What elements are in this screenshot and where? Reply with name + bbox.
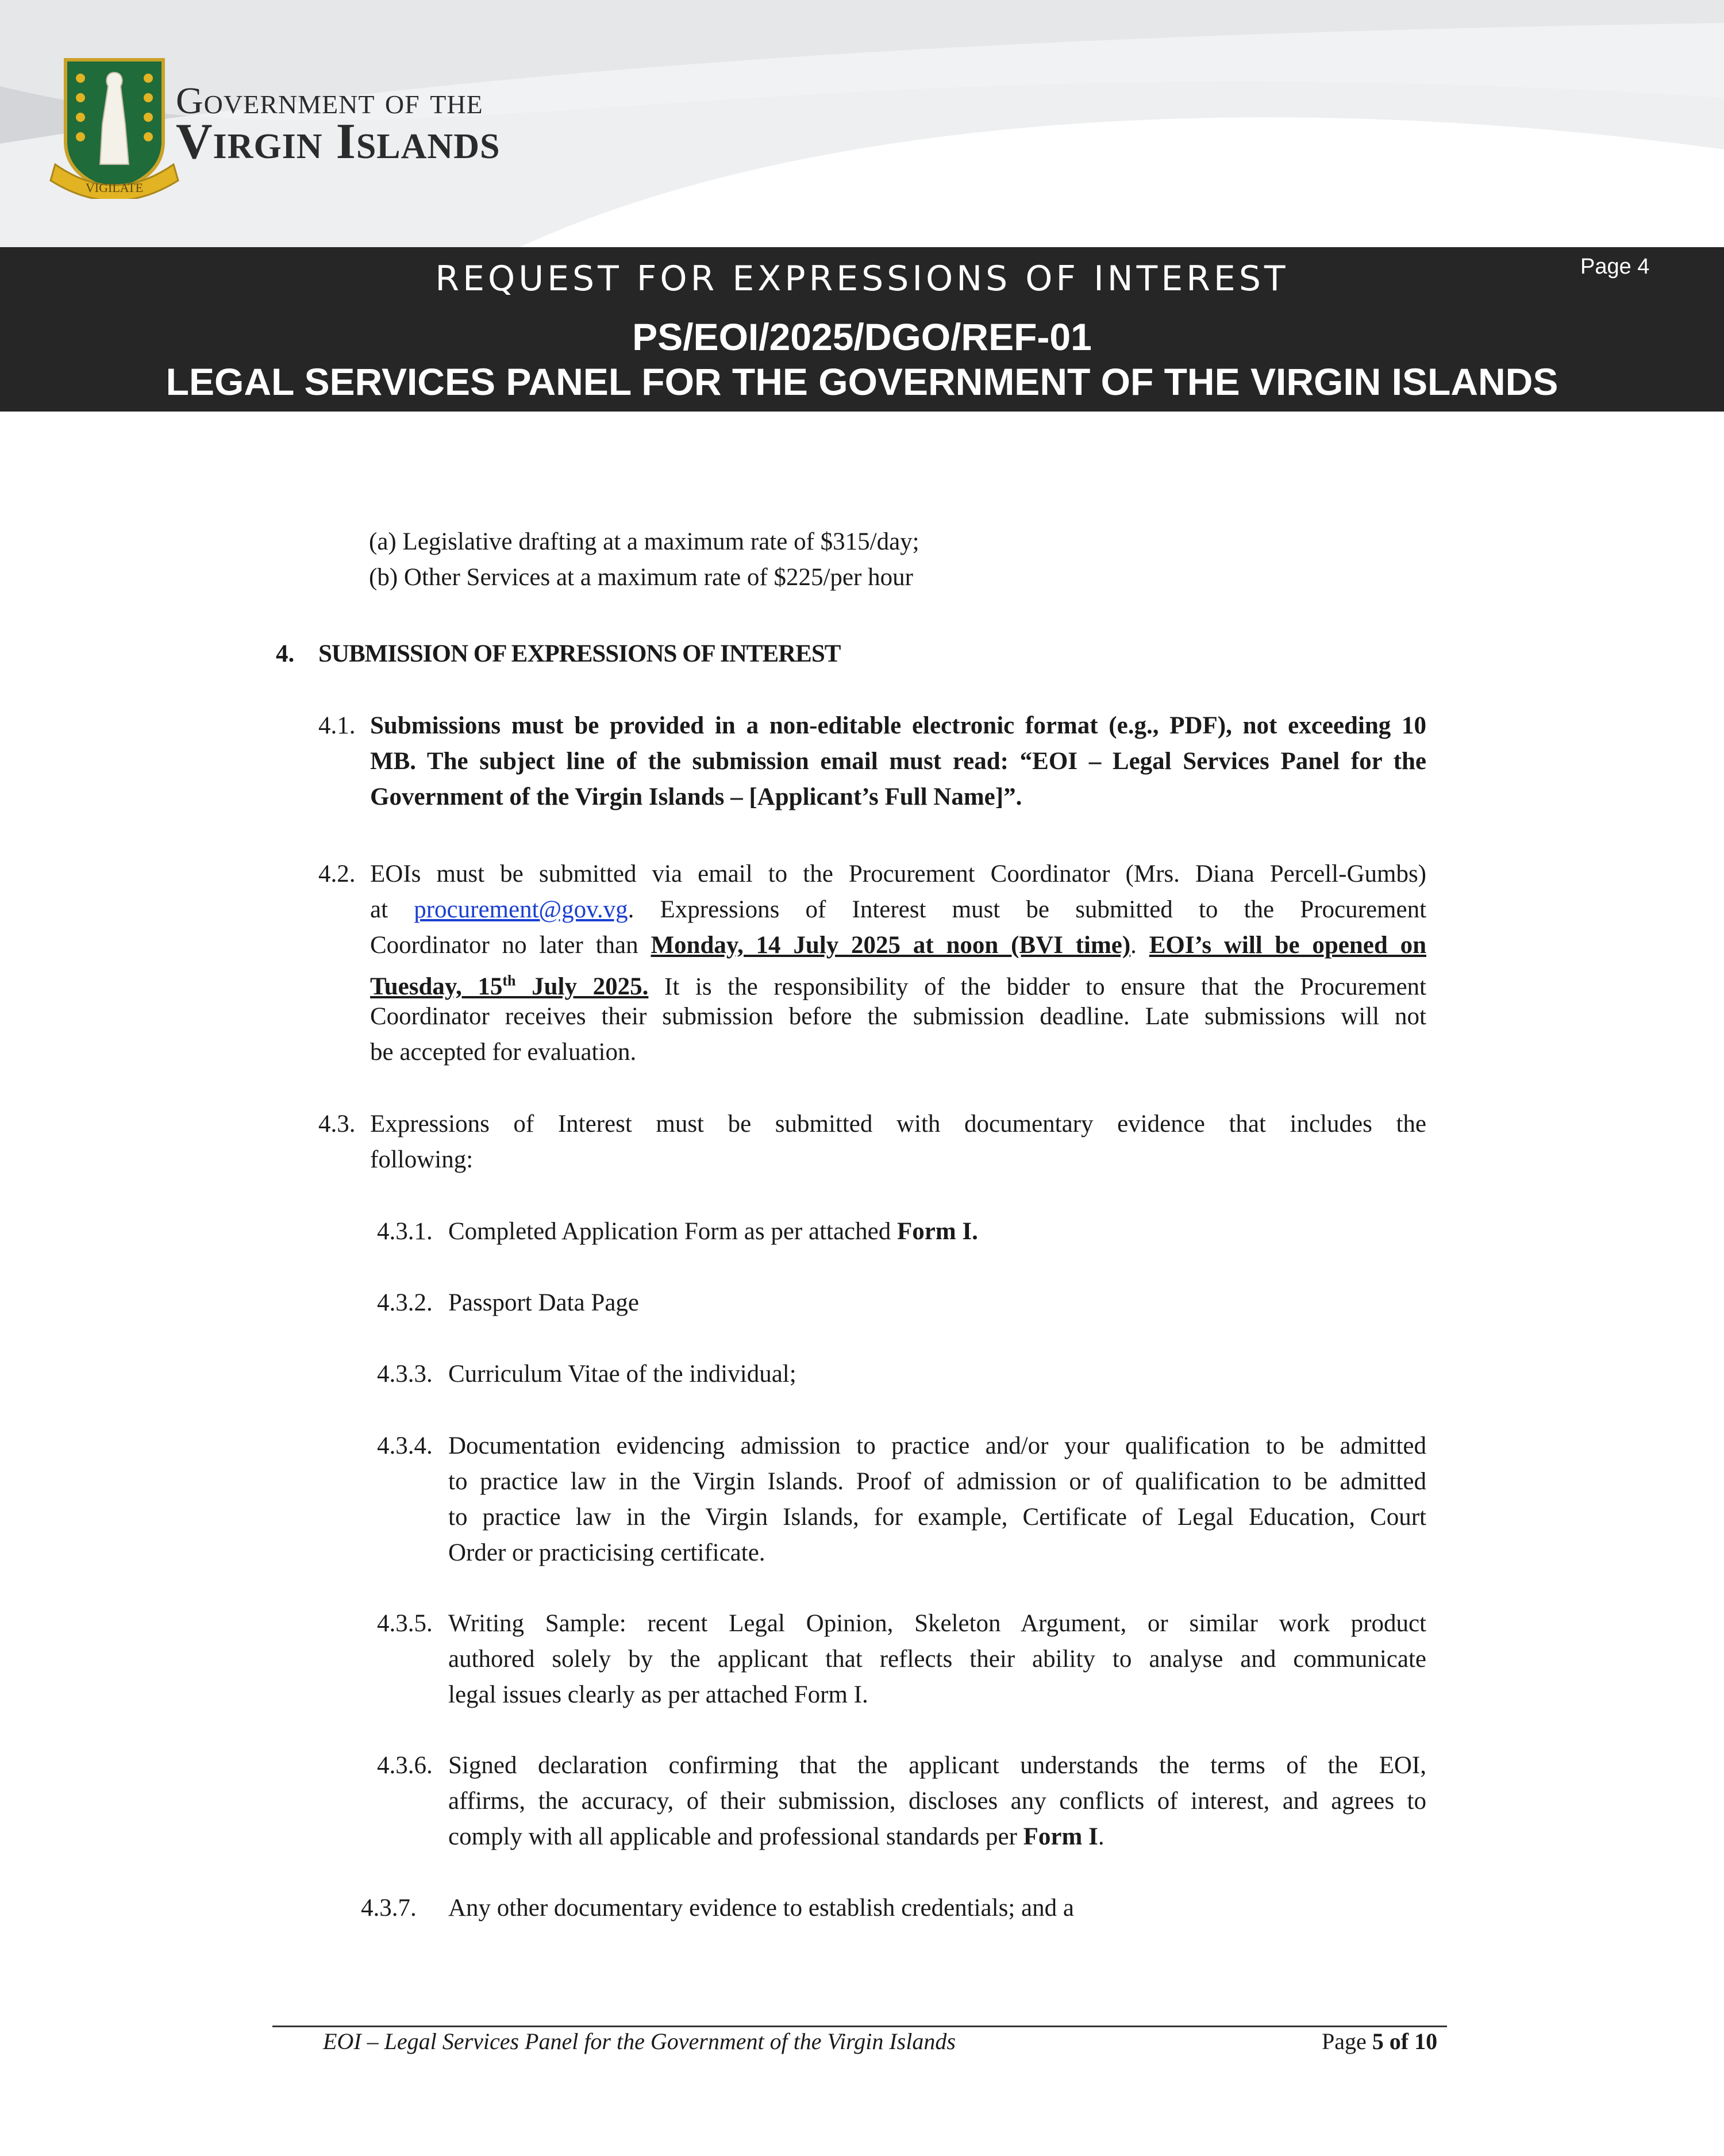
item-number-4-3-5: 4.3.5. [377, 1610, 433, 1637]
submission-deadline: Monday, 14 July 2025 at noon (BVI time) [651, 932, 1131, 959]
text-span: Tuesday, 15 [370, 973, 503, 1001]
text-span: comply with all applicable and professional standards per [448, 1823, 1017, 1850]
clause-number-4-1: 4.1. [318, 712, 356, 739]
clause-4-1-line: Government of the Virgin Islands – [Applicant’s Full Name]”. [370, 783, 1022, 810]
text-span: It is the responsibility of the bidder to ensure that the Procurement [664, 973, 1426, 1001]
org-name-line2: Virgin Islands [176, 114, 501, 170]
item-4-3-5-line: authored solely by the applicant that reflects their ability to analyse and communicate [448, 1646, 1426, 1673]
item-4-3-5-line: legal issues clearly as per attached Form I. [448, 1681, 868, 1708]
banner-title: REQUEST FOR EXPRESSIONS OF INTEREST [435, 259, 1289, 299]
item-4-3-4-line: to practice law in the Virgin Islands. Proof of admission or of qualification to be admitted [448, 1468, 1426, 1495]
text-span: . [1130, 932, 1137, 959]
footer-rule [272, 2026, 1447, 2027]
form-reference: Form I [1023, 1823, 1098, 1850]
text-span: Coordinator no later than [370, 932, 638, 959]
rate-item-a: (a) Legislative drafting at a maximum rate of $315/day; [369, 528, 919, 555]
clause-4-2-line [370, 892, 1426, 928]
item-number-4-3-2: 4.3.2. [377, 1289, 433, 1316]
clause-4-2-line: be accepted for evaluation. [370, 1039, 637, 1066]
clause-4-2-line [370, 928, 1426, 963]
text-span: at [370, 896, 388, 923]
item-4-3-3: Curriculum Vitae of the individual; [448, 1361, 796, 1388]
footer-title: EOI – Legal Services Panel for the Government of the Virgin Islands [323, 2028, 956, 2054]
item-number-4-3-4: 4.3.4. [377, 1432, 433, 1459]
clause-number-4-2: 4.2. [318, 860, 356, 887]
item-number-4-3-6: 4.3.6. [377, 1752, 433, 1779]
opening-notice: EOI’s will be opened on [1149, 932, 1426, 959]
reference-number: PS/EOI/2025/DGO/REF-01 [632, 316, 1092, 358]
clause-4-3-line: following: [370, 1146, 474, 1173]
text-span: . Expressions of Interest must be submitted to the Procurement [628, 896, 1427, 923]
footer-page-number [1322, 2028, 1437, 2055]
item-number-4-3-7: 4.3.7. [361, 1894, 417, 1921]
section-number: 4. [276, 640, 295, 667]
clause-4-2-line: Coordinator receives their submission before the submission deadline. Late submissions will not [370, 1003, 1426, 1030]
item-4-3-4-line: Order or practicising certificate. [448, 1539, 765, 1566]
section-heading: SUBMISSION OF EXPRESSIONS OF INTEREST [318, 640, 841, 667]
item-4-3-7: Any other documentary evidence to establish credentials; and a [448, 1894, 1074, 1921]
banner-subtitle: LEGAL SERVICES PANEL FOR THE GOVERNMENT OF THE VIRGIN ISLANDS [166, 360, 1558, 403]
svg-text:VIGILATE: VIGILATE [85, 180, 144, 195]
current-page: 5 [1372, 2028, 1384, 2054]
item-4-3-6-line: affirms, the accuracy, of their submission, discloses any conflicts of interest, and agrees to [448, 1788, 1426, 1815]
item-4-3-4-line: Documentation evidencing admission to practice and/or your qualification to be admitted [448, 1432, 1426, 1459]
item-4-3-6-line: Signed declaration confirming that the applicant understands the terms of the EOI, [448, 1752, 1426, 1779]
item-4-3-2: Passport Data Page [448, 1289, 639, 1316]
clause-4-1-line: MB. The subject line of the submission email must read: “EOI – Legal Services Panel for the [370, 748, 1426, 775]
text-span: July 2025. [515, 973, 649, 1001]
opening-date [370, 973, 648, 1000]
text-span: Completed Application Form as per attached [448, 1218, 891, 1245]
form-reference: Form I. [896, 1218, 978, 1245]
text-span: of [1389, 2028, 1409, 2054]
org-name-line1: Government of the [176, 80, 483, 122]
text-span: Page [1322, 2028, 1367, 2054]
procurement-email-link[interactable]: procurement@gov.vg [414, 896, 628, 923]
rate-item-b: (b) Other Services at a maximum rate of $225/per hour [369, 564, 913, 591]
header-page-label: Page 4 [1580, 255, 1650, 279]
item-4-3-5-line: Writing Sample: recent Legal Opinion, Skeleton Argument, or similar work product [448, 1610, 1426, 1637]
superscript: th [502, 973, 516, 989]
item-number-4-3-3: 4.3.3. [377, 1361, 433, 1388]
item-number-4-3-1: 4.3.1. [377, 1218, 433, 1245]
clause-4-1-line: Submissions must be provided in a non-editable electronic format (e.g., PDF), not exceeding 10 [370, 712, 1426, 739]
item-4-3-4-line: to practice law in the Virgin Islands, for example, Certificate of Legal Education, Court [448, 1504, 1426, 1531]
total-pages: 10 [1414, 2028, 1438, 2054]
coat-of-arms-logo [45, 55, 188, 199]
clause-4-2-line: EOIs must be submitted via email to the Procurement Coordinator (Mrs. Diana Percell-Gumbs) [370, 860, 1426, 887]
clause-4-3-line: Expressions of Interest must be submitted with documentary evidence that includes the [370, 1110, 1426, 1137]
text-span: . [1098, 1823, 1105, 1850]
item-4-3-1 [448, 1214, 978, 1250]
item-4-3-6-line [448, 1819, 1105, 1855]
clause-number-4-3: 4.3. [318, 1110, 356, 1137]
